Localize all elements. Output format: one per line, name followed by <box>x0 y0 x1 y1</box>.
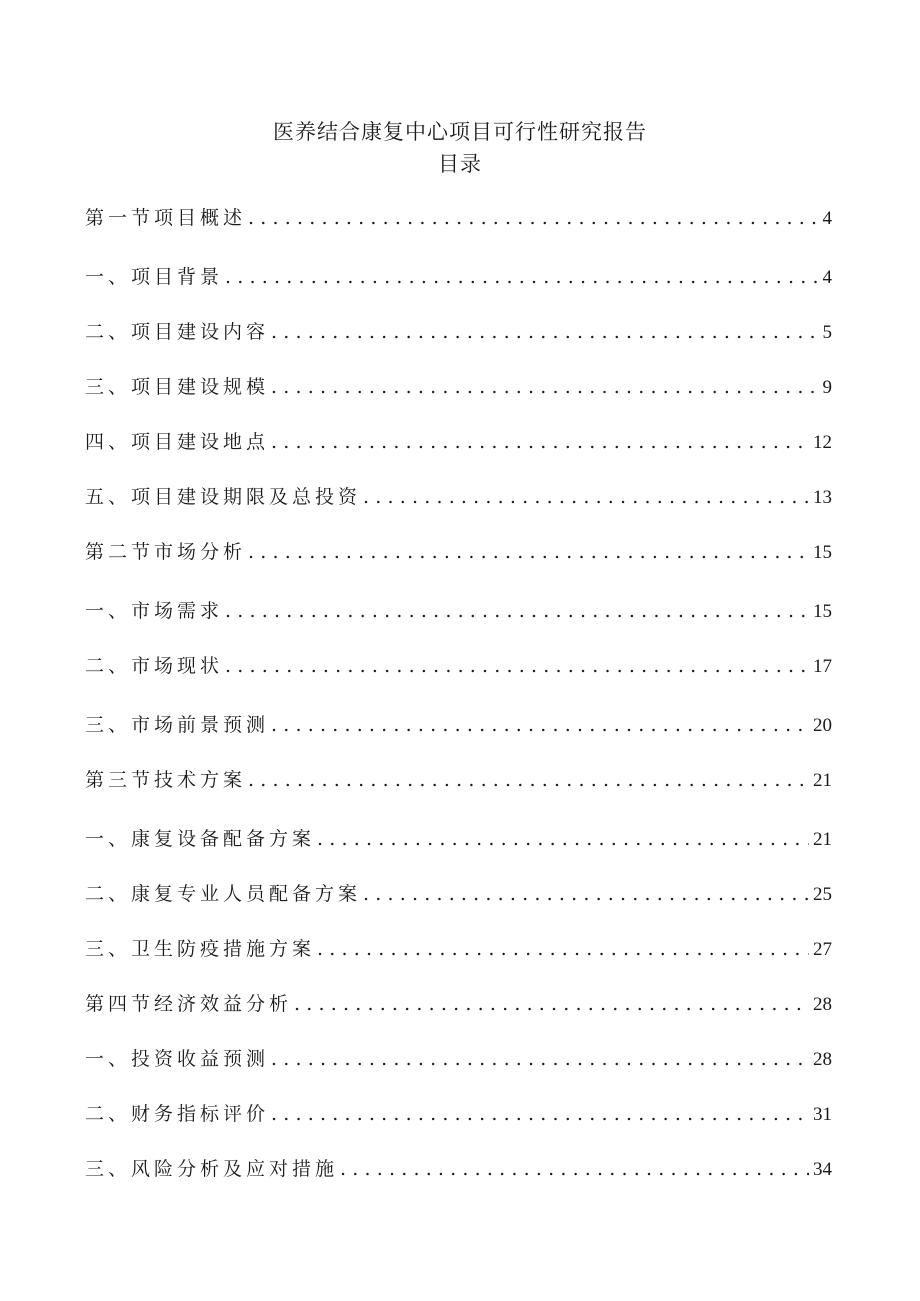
toc-entry[interactable] <box>85 372 832 402</box>
toc-page-number: 9 <box>822 377 832 398</box>
toc-page-number: 31 <box>813 1104 832 1125</box>
toc-page-number: 5 <box>822 322 832 343</box>
toc-entry-label: 四、项目建设地点 <box>85 431 270 453</box>
toc-dot-leader <box>271 1044 809 1074</box>
toc-dot-leader <box>248 765 809 795</box>
toc-entry[interactable] <box>85 482 832 512</box>
toc-dot-leader <box>271 427 809 457</box>
toc-entry[interactable] <box>85 1154 832 1184</box>
toc-entry[interactable] <box>85 710 832 740</box>
toc-page-number: 34 <box>813 1159 832 1180</box>
toc-entry[interactable] <box>85 262 832 292</box>
toc-dot-leader <box>363 879 809 909</box>
toc-page-number: 12 <box>813 432 832 453</box>
toc-entry-label: 二、康复专业人员配备方案 <box>85 883 362 905</box>
toc-page-number: 4 <box>822 267 832 288</box>
toc-page-number: 27 <box>813 939 832 960</box>
toc-page-number: 4 <box>822 208 832 229</box>
toc-heading: 目录 <box>438 152 482 176</box>
toc-dot-leader <box>225 262 818 292</box>
toc-entry-label: 第三节技术方案 <box>85 769 247 791</box>
toc-entry[interactable] <box>85 537 832 567</box>
toc-page-number: 28 <box>813 994 832 1015</box>
toc-entry-label: 三、市场前景预测 <box>85 714 270 736</box>
toc-page-number: 20 <box>813 715 832 736</box>
toc-entry-label: 一、项目背景 <box>85 266 224 288</box>
toc-page-number: 17 <box>813 656 832 677</box>
toc-entry-label: 二、财务指标评价 <box>85 1103 270 1125</box>
toc-entry[interactable] <box>85 596 832 626</box>
toc-entry[interactable] <box>85 765 832 795</box>
toc-dot-leader <box>363 482 809 512</box>
toc-dot-leader <box>271 317 818 347</box>
toc-entry[interactable] <box>85 879 832 909</box>
toc-entry-label: 一、投资收益预测 <box>85 1048 270 1070</box>
toc-entry-label: 一、康复设备配备方案 <box>85 828 316 850</box>
toc-entry-label: 第二节市场分析 <box>85 541 247 563</box>
toc-entry-label: 三、项目建设规模 <box>85 376 270 398</box>
toc-entry-label: 三、卫生防疫措施方案 <box>85 938 316 960</box>
toc-page-number: 15 <box>813 542 832 563</box>
document-title: 医养结合康复中心项目可行性研究报告 <box>273 120 647 144</box>
toc-entry-label: 三、风险分析及应对措施 <box>85 1158 339 1180</box>
toc-entry[interactable] <box>85 1044 832 1074</box>
toc-entry[interactable] <box>85 1099 832 1129</box>
toc-entry-label: 第四节经济效益分析 <box>85 993 293 1015</box>
toc-page-number: 21 <box>813 770 832 791</box>
toc-entry-label: 二、市场现状 <box>85 655 224 677</box>
toc-entry[interactable] <box>85 824 832 854</box>
toc-dot-leader <box>248 203 818 233</box>
toc-dot-leader <box>271 372 818 402</box>
toc-page-number: 15 <box>813 601 832 622</box>
toc-entry[interactable] <box>85 989 832 1019</box>
toc-dot-leader <box>248 537 809 567</box>
toc-dot-leader <box>271 1099 809 1129</box>
toc-dot-leader <box>271 710 809 740</box>
toc-entry-label: 二、项目建设内容 <box>85 321 270 343</box>
toc-dot-leader <box>225 651 809 681</box>
toc-entry[interactable] <box>85 427 832 457</box>
toc-entry-label: 一、市场需求 <box>85 600 224 622</box>
toc-dot-leader <box>317 824 809 854</box>
toc-dot-leader <box>294 989 809 1019</box>
toc-entry-label: 第一节项目概述 <box>85 207 247 229</box>
toc-entry-label: 五、项目建设期限及总投资 <box>85 486 362 508</box>
toc-entry[interactable] <box>85 651 832 681</box>
toc-entry[interactable] <box>85 934 832 964</box>
toc-page-number: 28 <box>813 1049 832 1070</box>
toc-page-number: 21 <box>813 829 832 850</box>
toc-dot-leader <box>340 1154 809 1184</box>
toc-page-number: 25 <box>813 884 832 905</box>
toc-entry[interactable] <box>85 317 832 347</box>
toc-dot-leader <box>225 596 809 626</box>
toc-page-number: 13 <box>813 487 832 508</box>
toc-dot-leader <box>317 934 809 964</box>
toc-entry[interactable] <box>85 203 832 233</box>
